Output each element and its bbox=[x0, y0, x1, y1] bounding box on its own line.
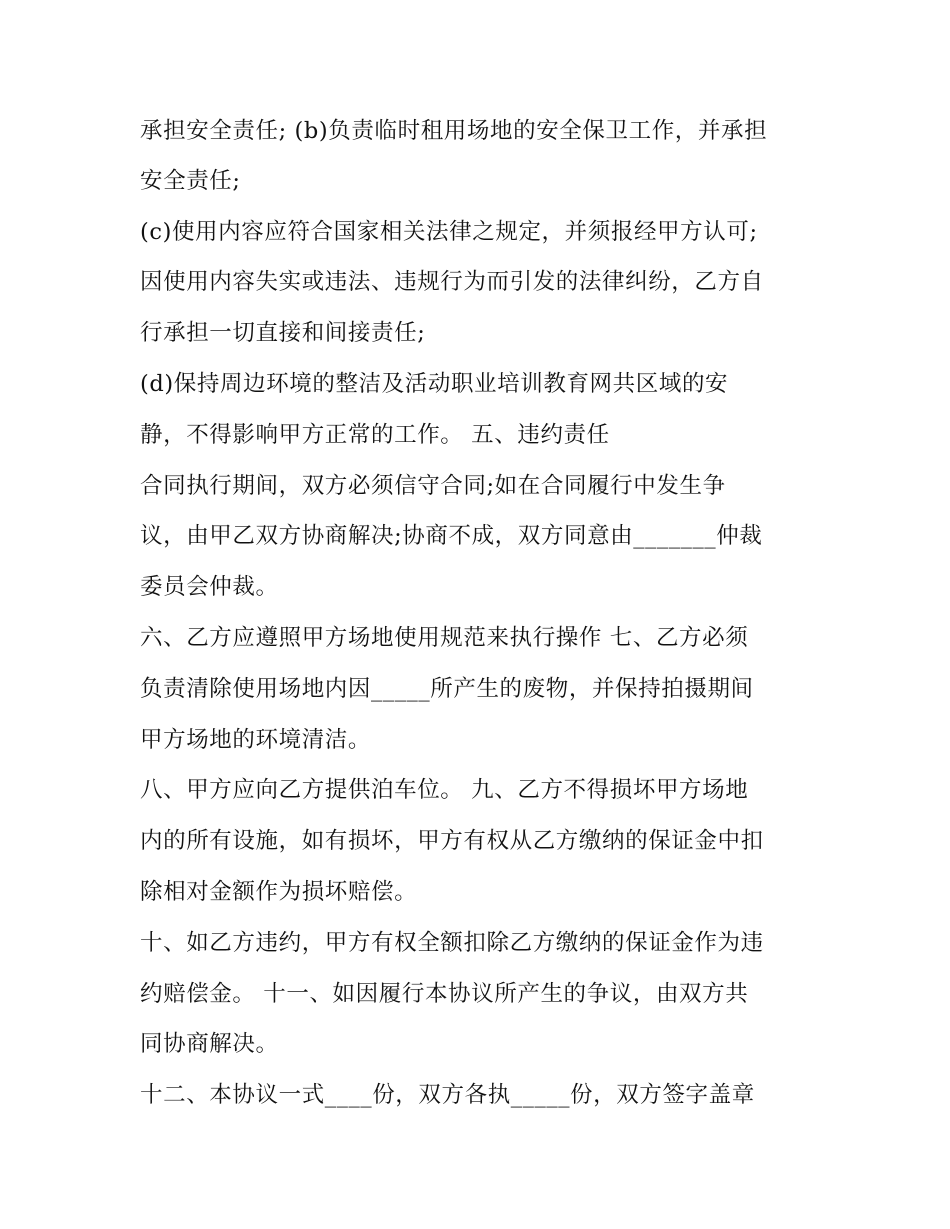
text-line: 行承担一切直接和间接责任; bbox=[140, 320, 426, 346]
text-line: 合同执行期间，双方必须信守合同;如在合同履行中发生争 bbox=[140, 473, 726, 499]
text-line: 承担安全责任; (b)负责临时租用场地的安全保卫工作，并承担 bbox=[140, 118, 768, 144]
text-line: 静，不得影响甲方正常的工作。 五、违约责任 bbox=[140, 422, 610, 448]
text-line: 内的所有设施，如有损坏，甲方有权从乙方缴纳的保证金中扣 bbox=[140, 828, 764, 854]
text-line: 除相对金额作为损坏赔偿。 bbox=[140, 879, 418, 905]
text-line: 同协商解决。 bbox=[140, 1031, 279, 1057]
text-line: 八、甲方应向乙方提供泊车位。 九、乙方不得损坏甲方场地 bbox=[140, 777, 749, 803]
text-line: 委员会仲裁。 bbox=[140, 574, 279, 600]
text-line: 约赔偿金。 十一、如因履行本协议所产生的争议，由双方共 bbox=[140, 981, 749, 1007]
text-line: 议，由甲乙双方协商解决;协商不成，双方同意由_______仲裁 bbox=[140, 523, 763, 549]
text-line: 十、如乙方违约，甲方有权全额扣除乙方缴纳的保证金作为违 bbox=[140, 930, 764, 956]
text-line: 十二、本协议一式____份，双方各执_____份，双方签字盖章 bbox=[140, 1082, 755, 1108]
text-line: 六、乙方应遵照甲方场地使用规范来执行操作 七、乙方必须 bbox=[140, 625, 749, 651]
text-line: 安全责任; bbox=[140, 168, 241, 194]
text-line: (c)使用内容应符合国家相关法律之规定，并须报经甲方认可; bbox=[140, 219, 758, 245]
text-line: 负责清除使用场地内因_____所产生的废物，并保持拍摄期间 bbox=[140, 676, 754, 702]
text-line: (d)保持周边环境的整洁及活动职业培训教育网共区域的安 bbox=[140, 371, 729, 397]
text-line: 甲方场地的环境清洁。 bbox=[140, 727, 372, 753]
text-line: 因使用内容失实或违法、违规行为而引发的法律纠纷，乙方自 bbox=[140, 269, 764, 295]
